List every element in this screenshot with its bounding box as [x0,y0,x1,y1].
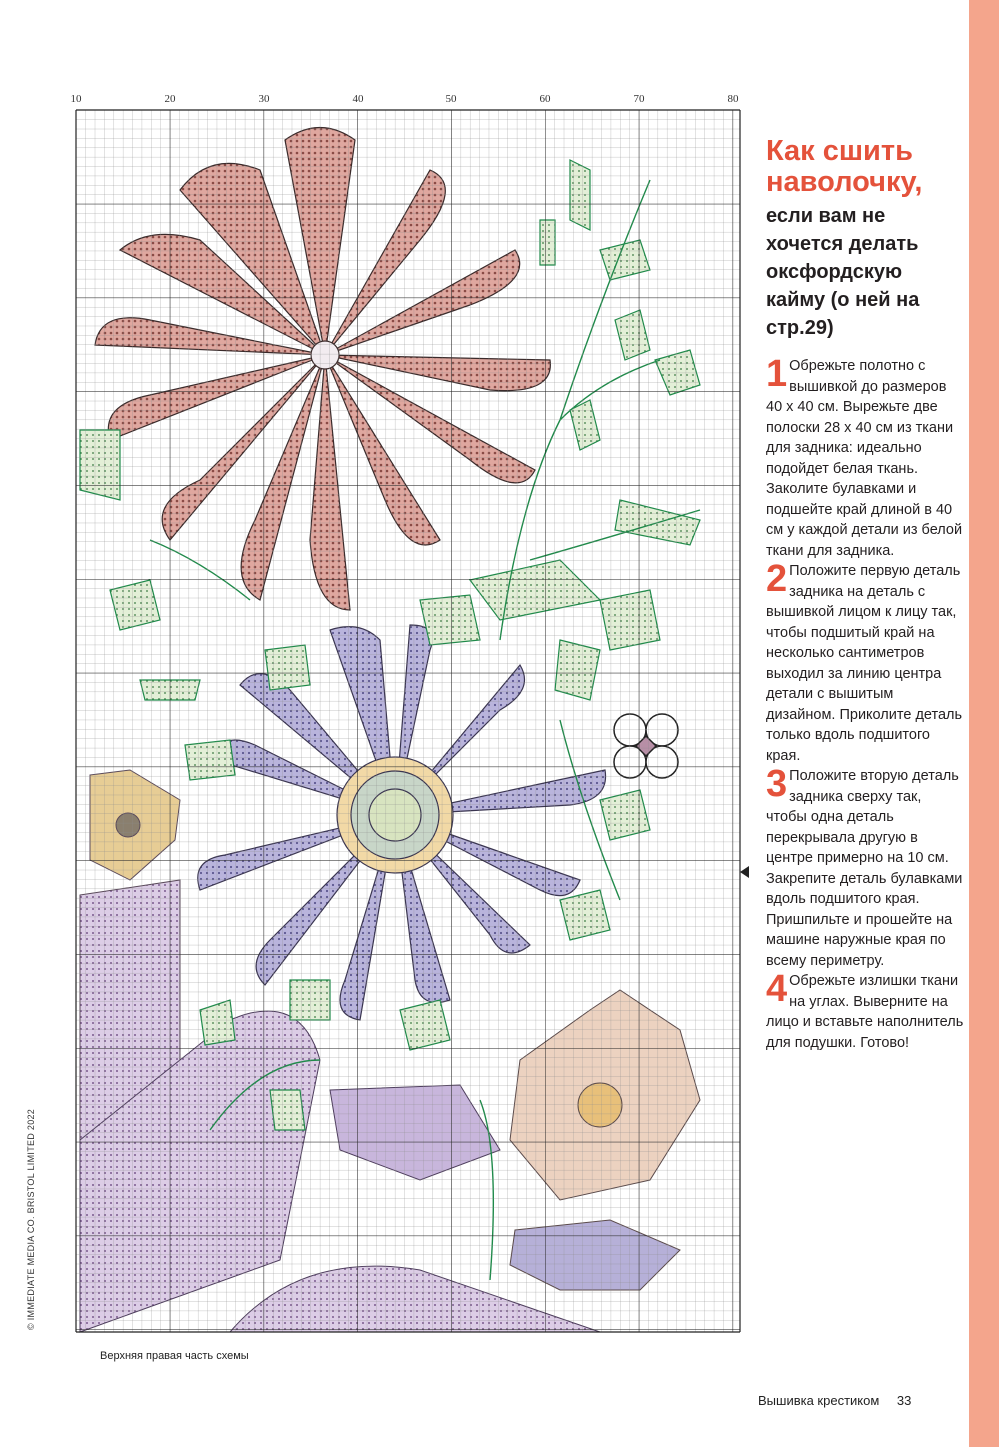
step-text: Обрежьте полотно с вышивкой до размеров 40 х 40 см. Вырежьте две полоски 28 х 40 см из ткани для задника: идеально подойдет белая ткань. Заколите булавками и подшейте край длиной в 40 см у каждой детали из белой ткани для задника. [766,358,963,559]
article-title: Как сшить наволочку, [766,135,923,198]
magazine-name: Вышивка крестиком [758,1393,880,1408]
step-3 [766,763,966,971]
step-1 [766,353,966,561]
side-color-strip [969,0,999,1447]
column-number: 40 [352,93,364,105]
column-number: 50 [445,93,457,105]
step-number: 1 [766,353,788,395]
cross-stitch-chart [60,88,750,1338]
step-text: Обрежьте излишки ткани на углах. Выверните на лицо и вставьте наполнитель для подушки. Готово! [766,973,964,1051]
chart-caption: Верхняя правая часть схемы [100,1350,249,1362]
step-4 [766,968,966,1053]
article-sidebar [766,136,966,1053]
column-number: 80 [727,93,739,105]
step-number: 2 [766,558,788,600]
page-footer [758,1393,911,1408]
column-number: 60 [539,93,551,105]
step-text: Положите вторую деталь задника сверху так, чтобы одна деталь перекрывала другую в центре примерно на 10 см. Закрепите деталь булавками вдоль подшитого края. Пришпильте и прошейте на машине наружные края по всему периметру. [766,768,963,969]
column-number: 30 [258,93,270,105]
step-2 [766,558,966,766]
center-arrow-marker [740,866,749,878]
step-number: 4 [766,968,788,1010]
copyright: © IMMEDIATE MEDIA CO. BRISTOL LIMITED 2022 [26,1108,36,1330]
column-number: 70 [633,93,645,105]
page-number: 33 [896,1393,912,1408]
step-text: Положите первую деталь задника на деталь с вышивкой лицом к лицу так, чтобы подшитый край на несколько сантиметров выходил за линию центра детали с вышитым дизайном. Приколите деталь только вдоль подшитого края. [766,563,963,764]
step-number: 3 [766,763,788,805]
column-number: 20 [164,93,176,105]
column-number: 10 [70,93,82,105]
article-subtitle: если вам не хочется делать оксфордскую кайму (о ней на стр.29) [766,205,920,339]
